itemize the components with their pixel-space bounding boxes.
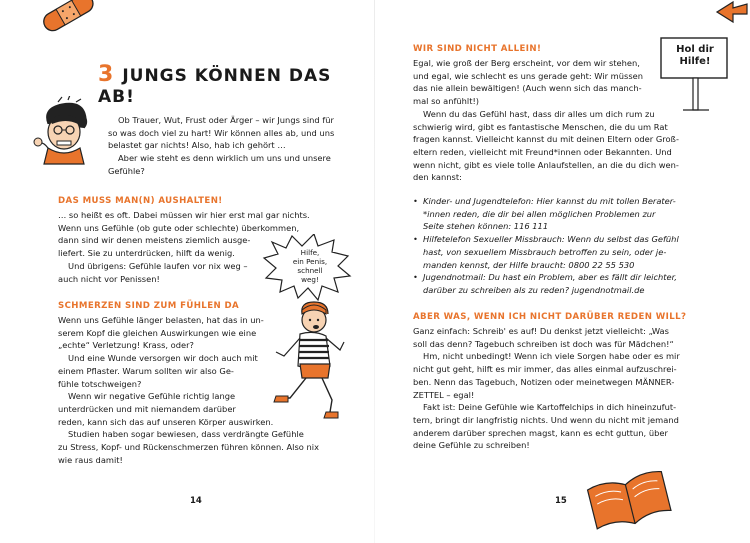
notebook-pencil-icon (575, 462, 685, 536)
list-item-line: *innen reden, die dir bei allen möglichen Problemen zur (423, 208, 656, 219)
intro-line: so was doch viel zu hart! Wir können alles ab, und uns (108, 127, 335, 138)
text-line: wie raus damit! (58, 454, 123, 465)
text-line: deine Gefühle zu schreiben! (413, 440, 530, 451)
text-line: Wenn uns Gefühle länger belasten, hat das in un- (58, 315, 264, 325)
bullet: • (413, 272, 418, 283)
intro-line: Gefühle? (108, 165, 145, 176)
list-item-line: Jugendnotmail: Du hast ein Problem, aber es fällt dir leichter, (423, 272, 677, 283)
intro-paragraph (108, 114, 334, 178)
page-number: 14 (190, 496, 202, 506)
text-line: Wenn wir negative Gefühle richtig lange (68, 391, 236, 402)
section-paragraph (413, 57, 679, 184)
arrow-icon (711, 0, 750, 28)
list-item (413, 233, 679, 271)
bubble-line: ein Penis, (292, 257, 328, 266)
text-line: den kannst: (413, 172, 462, 183)
text-line: Und übrigens: Gefühle laufen vor nix weg – (68, 260, 248, 271)
bubble-line: schnell weg! (297, 266, 323, 284)
list-item-line: darüber zu schreiben als zu reden? jugendnotmail.de (423, 284, 645, 295)
list-item-line: Seite stehen können: 116 111 (423, 221, 549, 232)
section-paragraph (413, 325, 680, 452)
text-line: und egal, wie schlecht es uns gerade geht: Wir müssen (413, 70, 644, 81)
text-line: schwierig wird, gibt es fantastische Menschen, die du um Rat (413, 121, 668, 132)
list-item-line: Hilfetelefon Sexueller Missbrauch: Wenn du selbst das Gefühl (423, 234, 679, 245)
text-line: nicht gut geht, hilft es mir immer, das alles einmal aufzuschrei- (413, 364, 677, 375)
text-line: mal so anfühlt!) (413, 96, 480, 107)
text-line: serem Kopf die gleichen Auswirkungen wie eine (58, 327, 257, 338)
list-item-line: manden kennst, der Hilfe braucht: 0800 22 55 530 (423, 259, 635, 270)
text-line: unterdrücken und mit niemandem darüber (58, 403, 236, 414)
right-page (375, 0, 750, 543)
text-line: fragen kannst. Vielleicht kannst du mit deinen Eltern oder Groß- (413, 134, 679, 145)
text-line: zu Stress, Kopf- und Rückenschmerzen führen können. Also nix (58, 442, 319, 453)
text-line: Fakt ist: Deine Gefühle wie Kartoffelchips in dich hineinzufut- (423, 402, 677, 413)
text-line: tern, bringt dir langfristig nichts. Und wenn du nicht mit jemand (413, 414, 679, 425)
text-line: Egal, wie groß der Berg erscheint, vor dem wir stehen, (413, 58, 640, 68)
chapter-number: 3 (98, 62, 115, 87)
text-line: auch nicht vor Penissen! (58, 273, 160, 284)
text-line: einem Pflaster. Warum sollten wir also Ge- (58, 365, 234, 376)
page-number: 15 (555, 496, 567, 506)
text-line: Und eine Wunde versorgen wir doch auch mit (68, 353, 258, 364)
speech-bubble-text (290, 248, 330, 284)
text-line: soll das denn? Tagebuch schreiben ist doch was für Mädchen!“ (413, 338, 674, 349)
text-line: anderem darüber sprechen magst, kann es echt guttun, über (413, 427, 668, 438)
text-line: fühle totschweigen? (58, 378, 142, 389)
section-heading: SCHMERZEN SIND ZUM FÜHLEN DA (58, 301, 240, 311)
frustrated-boy-illustration (28, 96, 108, 166)
text-line: … so heißt es oft. Dabei müssen wir hier erst mal gar nichts. (58, 210, 310, 220)
text-line: dann sind wir denen meistens ziemlich ausge- (58, 235, 251, 246)
text-line: Ganz einfach: Schreib' es auf! Du denkst jetzt vielleicht: „Was (413, 326, 669, 336)
bullet: • (413, 196, 418, 206)
intro-line: belastet gar nichts! Also, hab ich gehört … (108, 140, 286, 151)
list-item (413, 195, 679, 233)
text-line: „echte“ Verletzung! Krass, oder? (58, 340, 194, 351)
bandage-icon (38, 0, 98, 32)
list-item-line: hast, von sexuellem Missbrauch betroffen zu sein, oder je- (423, 246, 667, 257)
sign-line: Hol dir (676, 44, 714, 55)
text-line: Studien haben sogar bewiesen, dass verdrängte Gefühle (68, 429, 304, 440)
bullet: • (413, 234, 418, 245)
text-line: ben. Nenn das Tagebuch, Notizen oder meinetwegen MÄNNER- (413, 376, 675, 387)
help-list (413, 195, 679, 297)
text-line: das nie allein bewältigen! (Auch wenn sich das manch- (413, 83, 642, 94)
sign-line: Hilfe! (679, 56, 711, 67)
section-heading: DAS MUSS MAN(N) AUSHALTEN! (58, 196, 223, 206)
text-line: Wenn uns Gefühle (ob gute oder schlechte) überkommen, (58, 222, 300, 233)
text-line: wenn nicht, gibt es viele tolle Anlaufstellen, an die du dich wen- (413, 159, 679, 170)
text-line: Wenn du das Gefühl hast, dass dir alles um dich rum zu (423, 108, 655, 119)
section-heading: ABER WAS, WENN ICH NICHT DARÜBER REDEN WILL? (413, 312, 687, 322)
chapter-title (98, 62, 375, 107)
running-boy-illustration (272, 300, 348, 426)
text-line: ZETTEL – egal! (413, 389, 475, 400)
chapter-title-text: JUNGS KÖNNEN DAS AB! (98, 66, 332, 107)
text-line: eltern reden, vielleicht mit Freund*innen oder Bekannten. Und (413, 146, 672, 157)
section-heading: WIR SIND NICHT ALLEIN! (413, 44, 542, 54)
bubble-line: Hilfe, (300, 248, 320, 257)
text-line: reden, kann sich das auf unseren Körper auswirken. (58, 416, 274, 427)
list-item (413, 271, 679, 296)
text-line: Hm, nicht unbedingt! Wenn ich viele Sorgen habe oder es mir (423, 351, 680, 362)
intro-line: Ob Trauer, Wut, Frust oder Ärger – wir Jungs sind für (118, 115, 334, 125)
text-line: liefert. Sie zu unterdrücken, hilft da wenig. (58, 248, 235, 259)
intro-line: Aber wie steht es denn wirklich um uns und unsere (118, 153, 331, 164)
list-item-line: Kinder- und Jugendtelefon: Hier kannst du mit tollen Berater- (423, 196, 676, 206)
